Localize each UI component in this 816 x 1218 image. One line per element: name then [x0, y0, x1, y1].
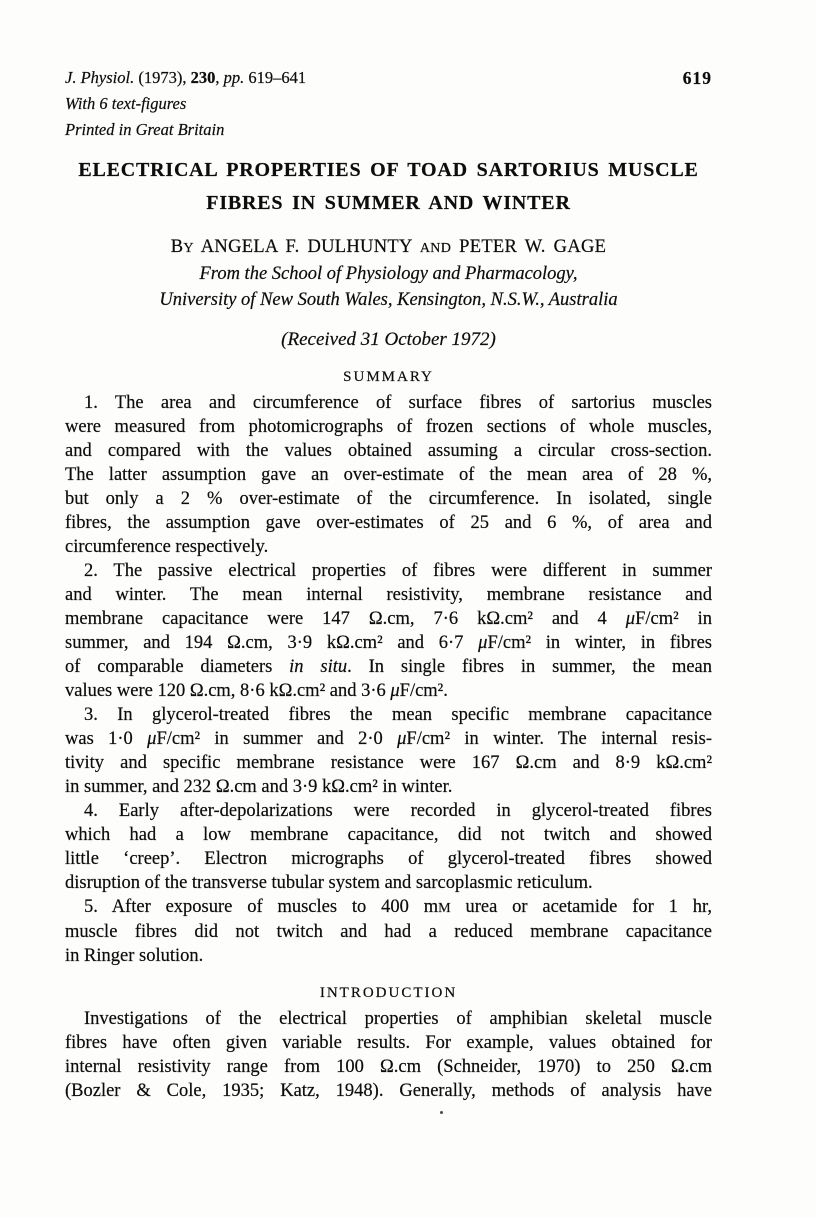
text-line: (Bozler & Cole, 1935; Katz, 1948). Generally, methods of analysis have	[65, 1081, 712, 1101]
paragraph	[65, 1007, 712, 1103]
text-line: were measured from photomicrographs of frozen sections of whole muscles,	[65, 417, 712, 437]
text-line: The latter assumption gave an over-estimate of the mean area of 28 %,	[65, 465, 712, 485]
affiliation-line-1: From the School of Physiology and Pharmacology,	[199, 264, 578, 284]
text-line: 3. In glycerol-treated fibres the mean specific membrane capacitance	[84, 705, 712, 725]
printed-note: Printed in Great Britain	[65, 120, 225, 139]
text-line: membrane capacitance were 147 Ω.cm, 7·6 kΩ.cm² and 4 μF/cm² in	[65, 609, 712, 629]
figures-note: With 6 text-figures	[65, 94, 187, 113]
text-line: but only a 2 % over-estimate of the circumference. In isolated, single	[65, 489, 712, 509]
text-line: was 1·0 μF/cm² in summer and 2·0 μF/cm² in winter. The internal resis-	[65, 729, 712, 749]
page-number: 619	[682, 68, 712, 88]
text-line: fibres, the assumption gave over-estimates of 25 and 6 %, of area and	[65, 513, 712, 533]
journal-citation: J. Physiol. (1973), 230, pp. 619–641	[65, 68, 307, 87]
text-line: Investigations of the electrical properties of amphibian skeletal muscle	[84, 1009, 712, 1029]
affiliation	[65, 261, 712, 313]
text-line: 5. After exposure of muscles to 400 mM urea or acetamide for 1 hr,	[84, 897, 712, 917]
journal-page	[65, 65, 712, 1103]
text-line: disruption of the transverse tubular system and sarcoplasmic reticulum.	[65, 873, 593, 893]
text-line: fibres have often given variable results. For example, values obtained for	[65, 1033, 712, 1053]
received-date: (Received 31 October 1972)	[281, 329, 496, 350]
paragraph	[65, 559, 712, 703]
article-title-line-2: FIBRES IN SUMMER AND WINTER	[206, 192, 571, 214]
journal-header	[65, 65, 712, 91]
paragraph	[65, 391, 712, 559]
byline: BY ANGELA F. DULHUNTY AND PETER W. GAGE	[170, 237, 607, 257]
text-line: in Ringer solution.	[65, 946, 204, 966]
text-line: in summer, and 232 Ω.cm and 3·9 kΩ.cm² in winter.	[65, 777, 453, 797]
text-line: tivity and specific membrane resistance were 167 Ω.cm and 8·9 kΩ.cm²	[65, 753, 712, 773]
affiliation-line-2: University of New South Wales, Kensington, N.S.W., Australia	[159, 290, 618, 310]
text-line: of comparable diameters in situ. In single fibres in summer, the mean	[65, 657, 713, 677]
text-line: values were 120 Ω.cm, 8·6 kΩ.cm² and 3·6 μF/cm².	[65, 681, 448, 701]
text-line: which had a low membrane capacitance, did not twitch and showed	[65, 825, 712, 845]
article-title-line-1: ELECTRICAL PROPERTIES OF TOAD SARTORIUS MUSCLE	[78, 159, 699, 181]
text-line: and compared with the values obtained assuming a circular cross-section.	[65, 441, 712, 461]
text-line: little ‘creep’. Electron micrographs of glycerol-treated fibres showed	[65, 849, 712, 869]
text-line: muscle fibres did not twitch and had a reduced membrane capacitance	[65, 922, 712, 942]
text-line: internal resistivity range from 100 Ω.cm (Schneider, 1970) to 250 Ω.cm	[65, 1057, 712, 1077]
article-title	[65, 154, 712, 220]
paragraph	[65, 703, 712, 799]
article-body	[65, 368, 712, 1103]
text-line: 4. Early after-depolarizations were recorded in glycerol-treated fibres	[84, 801, 712, 821]
text-line: summer, and 194 Ω.cm, 3·9 kΩ.cm² and 6·7 μF/cm² in winter, in fibres	[65, 633, 712, 653]
print-artifact	[440, 1111, 443, 1114]
section-heading: INTRODUCTION	[319, 985, 458, 1001]
text-line: and winter. The mean internal resistivity, membrane resistance and	[65, 585, 712, 605]
text-line: 1. The area and circumference of surface fibres of sartorius muscles	[84, 393, 712, 413]
text-line: 2. The passive electrical properties of fibres were different in summer	[84, 561, 712, 581]
text-line: circumference respectively.	[65, 537, 269, 557]
paragraph	[65, 799, 712, 895]
paragraph	[65, 895, 712, 968]
section-heading: SUMMARY	[343, 369, 434, 385]
